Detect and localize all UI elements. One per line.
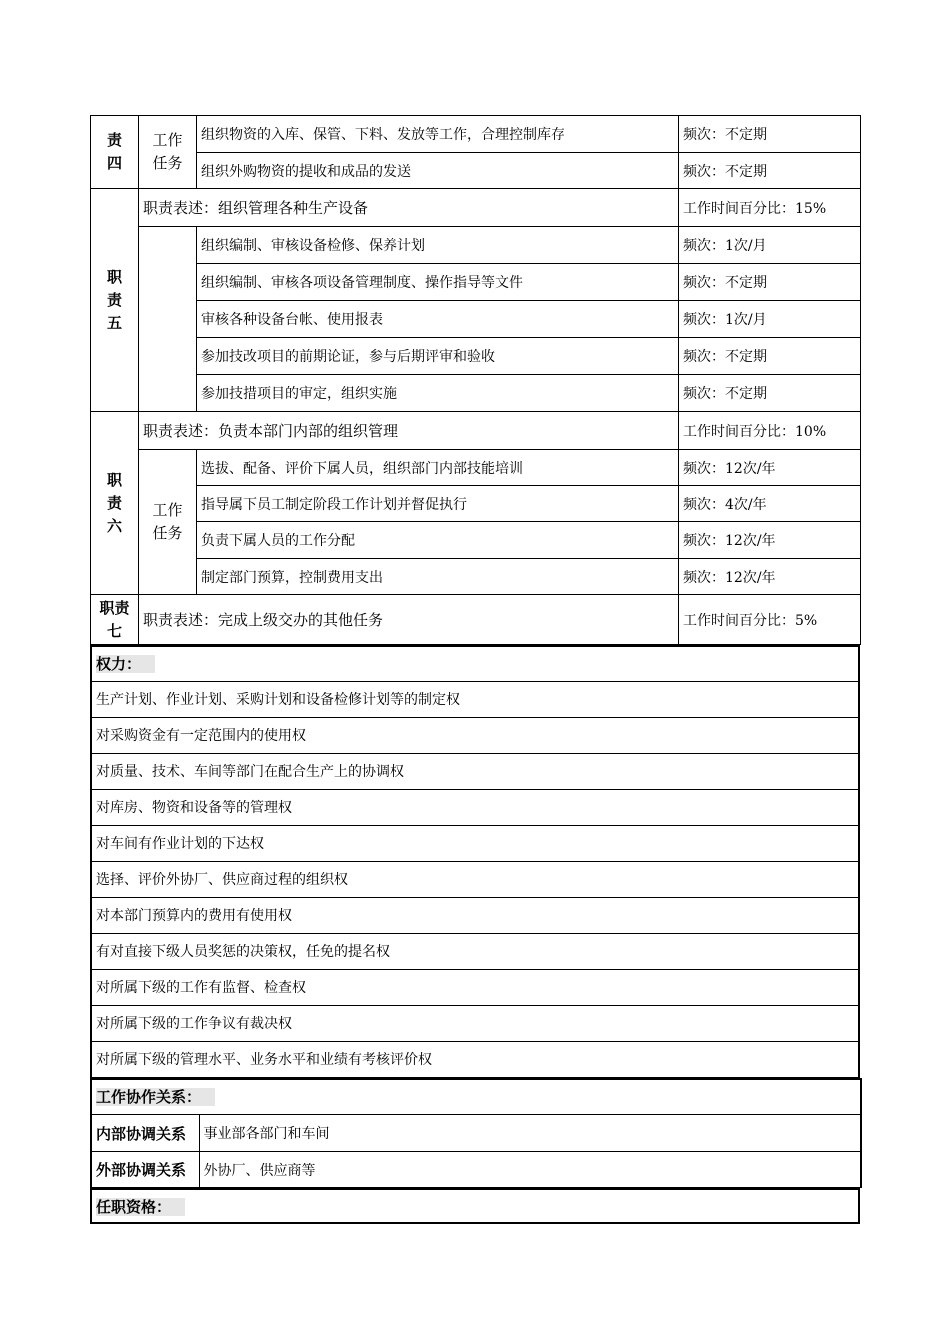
duty5-task-row xyxy=(91,338,861,375)
authority-item: 对车间有作业计划的下达权 xyxy=(91,825,859,861)
authority-item: 对本部门预算内的费用有使用权 xyxy=(91,897,859,933)
authority-item: 对所属下级的工作有监督、检查权 xyxy=(91,969,859,1005)
duty4-task-text: 组织外购物资的提收和成品的发送 xyxy=(197,153,679,189)
duty5-time-percentage: 工作时间百分比：15% xyxy=(679,189,861,227)
duty6-desc-row xyxy=(91,412,861,450)
qualification-table xyxy=(90,1188,860,1224)
external-relation-row xyxy=(91,1152,861,1188)
duty5-description: 职责表述：组织管理各种生产设备 xyxy=(139,189,679,227)
authority-item: 生产计划、作业计划、采购计划和设备检修计划等的制定权 xyxy=(91,681,859,717)
authority-item: 选择、评价外协厂、供应商过程的组织权 xyxy=(91,861,859,897)
internal-relation-row xyxy=(91,1115,861,1152)
duty6-task-freq: 频次：12次/年 xyxy=(679,450,861,486)
cooperation-table xyxy=(90,1078,862,1189)
duty4-task-label: 工作 任务 xyxy=(139,116,197,189)
duty6-label: 职 责 六 xyxy=(91,412,139,595)
duty6-task-row xyxy=(91,559,861,595)
duty6-task-text: 制定部门预算，控制费用支出 xyxy=(197,559,679,595)
authority-table xyxy=(90,645,860,1078)
duty6-task-label: 工作 任务 xyxy=(139,450,197,595)
duty6-task-freq: 频次：4次/年 xyxy=(679,486,861,522)
duty5-task-row xyxy=(91,301,861,338)
duty6-task-row xyxy=(91,522,861,559)
duty6-task-text: 指导属下员工制定阶段工作计划并督促执行 xyxy=(197,486,679,522)
duty5-task-text: 参加技改项目的前期论证，参与后期评审和验收 xyxy=(197,338,679,375)
duty5-task-freq: 频次：不定期 xyxy=(679,338,861,375)
authority-item: 对采购资金有一定范围内的使用权 xyxy=(91,717,859,753)
external-relation-label: 外部协调关系 xyxy=(91,1152,199,1188)
internal-relation-value: 事业部各部门和车间 xyxy=(199,1115,861,1152)
duty6-time-percentage: 工作时间百分比：10% xyxy=(679,412,861,450)
duty5-task-text: 组织编制、审核各项设备管理制度、操作指导等文件 xyxy=(197,264,679,301)
duty4-task-freq: 频次：不定期 xyxy=(679,153,861,189)
authority-title: 权力： xyxy=(91,646,859,681)
duty7-label: 职责 七 xyxy=(91,595,139,645)
duty5-task-row xyxy=(91,375,861,412)
duty5-task-text: 参加技措项目的审定，组织实施 xyxy=(197,375,679,412)
duty6-task-row xyxy=(91,450,861,486)
duty7-description: 职责表述：完成上级交办的其他任务 xyxy=(139,595,679,645)
duty5-task-text: 审核各种设备台帐、使用报表 xyxy=(197,301,679,338)
duty5-task-text: 组织编制、审核设备检修、保养计划 xyxy=(197,227,679,264)
duty6-task-text: 选拔、配备、评价下属人员，组织部门内部技能培训 xyxy=(197,450,679,486)
duty5-label: 职 责 五 xyxy=(91,189,139,412)
authority-item: 对所属下级的管理水平、业务水平和业绩有考核评价权 xyxy=(91,1041,859,1077)
duty5-task-label xyxy=(139,227,197,412)
duty6-task-row xyxy=(91,486,861,522)
cooperation-header-row xyxy=(91,1079,861,1115)
authority-item: 对所属下级的工作争议有裁决权 xyxy=(91,1005,859,1041)
duty7-time-percentage: 工作时间百分比：5% xyxy=(679,595,861,645)
duty6-task-freq: 频次：12次/年 xyxy=(679,559,861,595)
external-relation-value: 外协厂、供应商等 xyxy=(199,1152,861,1188)
internal-relation-label: 内部协调关系 xyxy=(91,1115,199,1152)
duty5-task-freq: 频次：不定期 xyxy=(679,264,861,301)
cooperation-title: 工作协作关系： xyxy=(91,1079,861,1115)
duty5-task-row xyxy=(91,227,861,264)
authority-header-row xyxy=(91,646,859,681)
duty4-task-row xyxy=(91,116,861,153)
duty5-task-freq: 频次：1次/月 xyxy=(679,227,861,264)
duty5-desc-row xyxy=(91,189,861,227)
authority-item: 有对直接下级人员奖惩的决策权，任免的提名权 xyxy=(91,933,859,969)
qualification-title: 任职资格： xyxy=(91,1189,859,1223)
duty6-task-freq: 频次：12次/年 xyxy=(679,522,861,559)
duty4-task-freq: 频次：不定期 xyxy=(679,116,861,153)
duty5-task-row xyxy=(91,264,861,301)
duty6-task-text: 负责下属人员的工作分配 xyxy=(197,522,679,559)
qualification-header-row xyxy=(91,1189,859,1223)
duty7-desc-row xyxy=(91,595,861,645)
duty6-description: 职责表述：负责本部门内部的组织管理 xyxy=(139,412,679,450)
duty5-task-freq: 频次：不定期 xyxy=(679,375,861,412)
duty4-task-row xyxy=(91,153,861,189)
job-description-sheet xyxy=(90,115,860,1224)
authority-item: 对质量、技术、车间等部门在配合生产上的协调权 xyxy=(91,753,859,789)
authority-item: 对库房、物资和设备等的管理权 xyxy=(91,789,859,825)
duties-table xyxy=(90,115,861,645)
duty4-task-text: 组织物资的入库、保管、下料、发放等工作，合理控制库存 xyxy=(197,116,679,153)
duty4-label: 责 四 xyxy=(91,116,139,189)
duty5-task-freq: 频次：1次/月 xyxy=(679,301,861,338)
